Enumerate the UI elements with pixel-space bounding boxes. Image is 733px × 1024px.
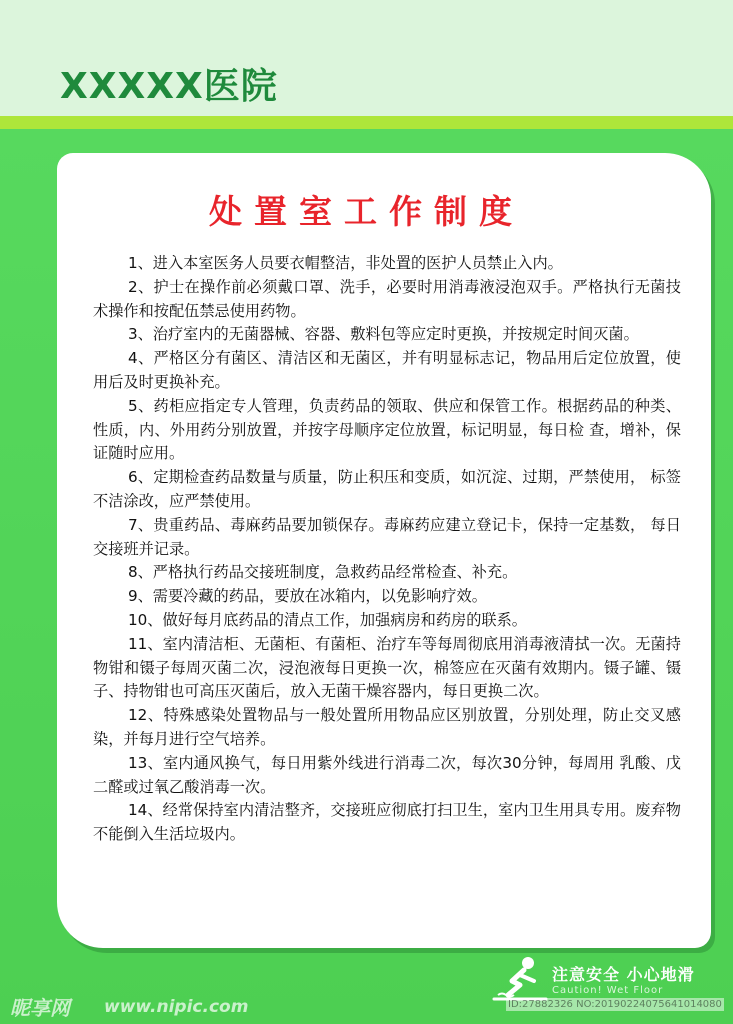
rule-item: 10、做好每月底药品的清点工作，加强病房和药房的联系。 <box>127 610 527 629</box>
rule-item: 2、护士在操作前必须戴口罩、洗手，必要时用消毒液浸泡双手。严格执行无菌技术操作和按配伍禁忌使用药物。 <box>93 277 681 320</box>
accent-stripe <box>0 116 733 129</box>
rule-item: 8、严格执行药品交接班制度，急救药品经常检查、补充。 <box>127 563 518 582</box>
rule-item: 13、室内通风换气，每日用紫外线进行消毒二次，每次30分钟，每周用 乳酸、戊二醛或过氧乙酸消毒一次。 <box>93 753 681 796</box>
watermark-logo: 昵享网 <box>10 996 70 1020</box>
caution-sign-en: Caution! Wet Floor <box>552 985 664 996</box>
image-id-label: ID:27882326 NO:20190224075641014080 <box>508 999 722 1010</box>
rule-item: 5、药柜应指定专人管理，负责药品的领取、供应和保管工作。根据药品的种类、性质，内、外用药分别放置，并按字母顺序定位放置，标记明显，每日检 查，增补，保证随时应用。 <box>93 396 681 463</box>
rule-item: 9、需要冷藏的药品，要放在冰箱内，以免影响疗效。 <box>127 587 487 606</box>
rule-item: 1、进入本室医务人员要衣帽整洁，非处置的医护人员禁止入内。 <box>127 254 563 272</box>
rule-item: 4、严格区分有菌区、清洁区和无菌区，并有明显标志记，物品用后定位放置，使用后及时更换补充。 <box>93 349 681 391</box>
watermark-url: www.nipic.com <box>104 997 249 1017</box>
rules-list <box>93 252 681 847</box>
rule-item: 12、特殊感染处置物品与一般处置所用物品应区别放置，分别处理，防止交叉感染，并每月进行空气培养。 <box>93 706 681 748</box>
slip-warning-icon <box>490 955 550 1003</box>
rule-item: 6、定期检查药品数量与质量，防止积压和变质，如沉淀、过期，严禁使用， 标签不洁涂改，应严禁使用。 <box>93 468 681 510</box>
rule-item: 14、经常保持室内清洁整齐，交接班应彻底打扫卫生，室内卫生用具专用。废弃物不能倒入生活垃圾内。 <box>93 801 681 844</box>
rule-item: 3、治疗室内的无菌器械、容器、敷料包等应定时更换，并按规定时间灭菌。 <box>127 325 639 344</box>
rule-item: 7、贵重药品、毒麻药品要加锁保存。毒麻药应建立登记卡，保持一定基数， 每日交接班并记录。 <box>93 515 681 558</box>
hospital-name: XXXXX医院 <box>60 66 278 107</box>
page-title: 处置室工作制度 <box>209 192 524 231</box>
caution-sign-cn: 注意安全 小心地滑 <box>552 965 695 984</box>
rule-item: 11、室内清洁柜、无菌柜、有菌柜、治疗车等每周彻底用消毒液清拭一次。无菌持物钳和镊子每周灭菌二次，浸泡液每日更换一次，棉签应在灭菌有效期内。镊子罐、镊子、持物钳也可高压灭菌后，放入无菌干燥容器内，每日更换二次。 <box>93 634 681 701</box>
